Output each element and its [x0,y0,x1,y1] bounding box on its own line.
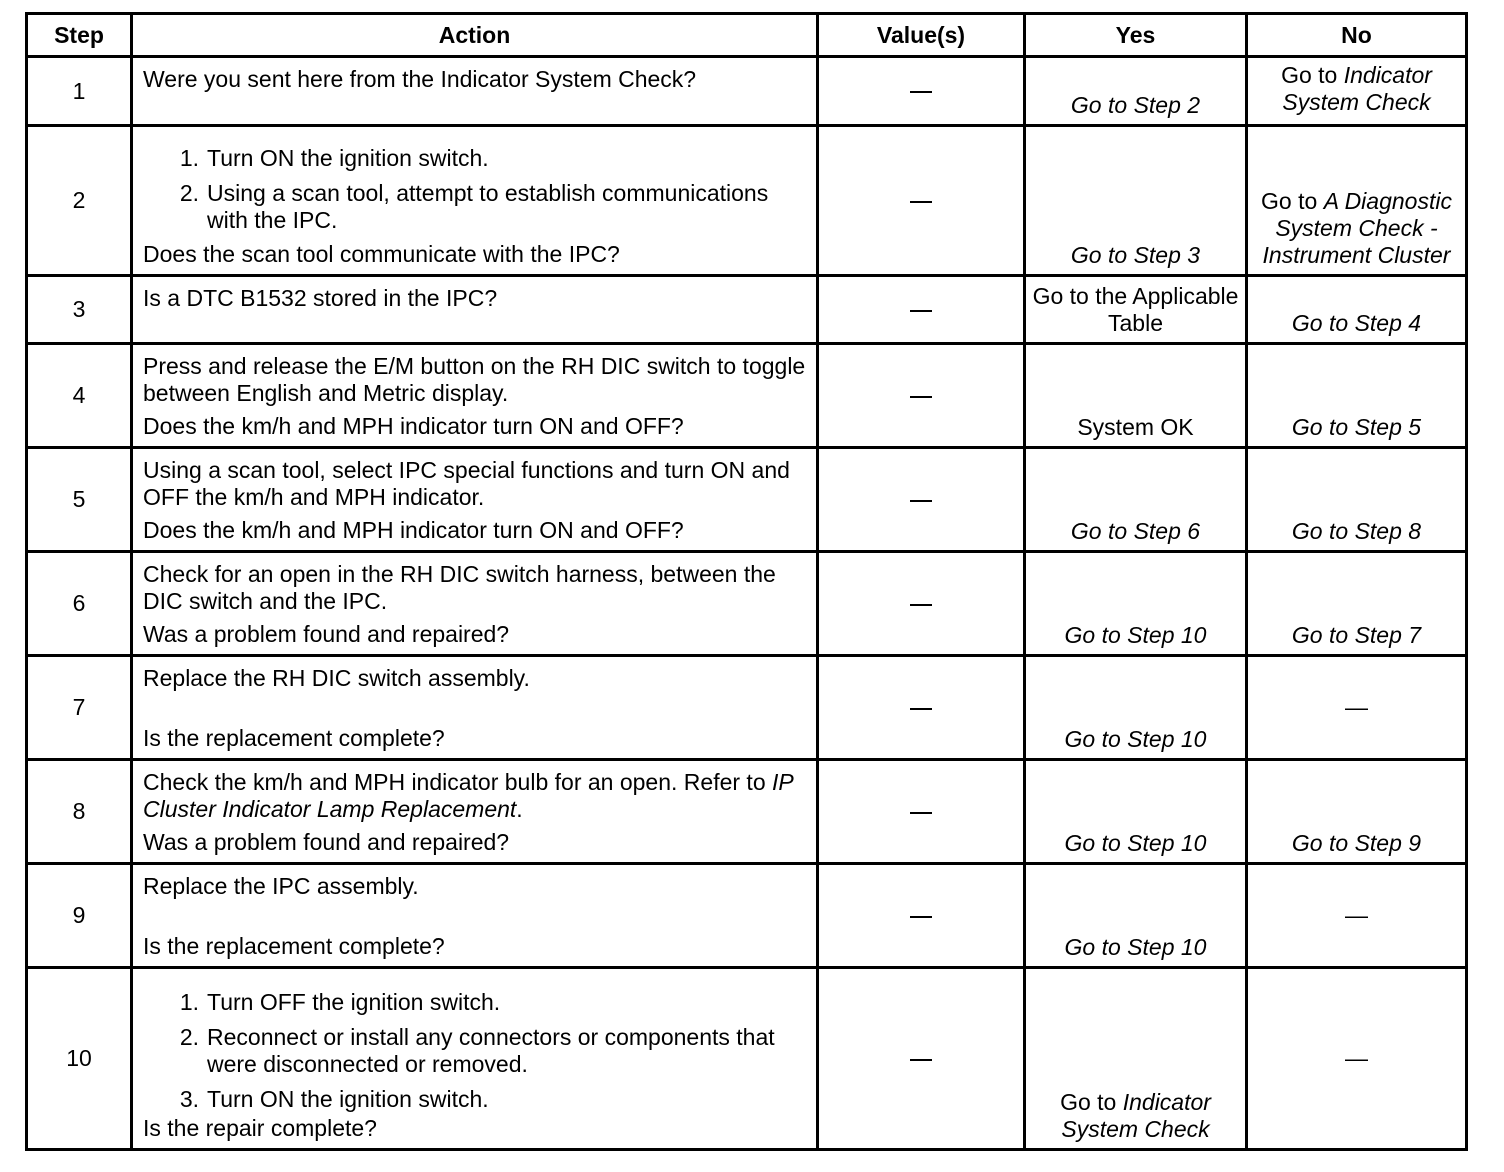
no-text: Go to Step 9 [1291,830,1422,856]
list-item-text: Turn ON the ignition switch. [207,145,489,171]
yes-italic: Indicator System Check [1061,1089,1211,1142]
yes-cell [1025,656,1247,760]
yes-text: Go to Step 10 [1064,726,1207,752]
step-number: 6 [27,552,132,656]
value-cell [818,656,1025,760]
list-item-number: 1. [179,989,199,1015]
step-number: 7 [27,656,132,760]
table-row [27,552,1467,656]
step-number: 2 [27,126,132,276]
action-question: Does the scan tool communicate with the IPC? [143,241,620,267]
action-cell [132,656,818,760]
no-cell [1247,276,1467,344]
header-row [27,14,1467,57]
no-text: — [1345,902,1368,928]
action-question: Is the replacement complete? [143,933,445,959]
no-cell [1247,864,1467,968]
step-number: 8 [27,760,132,864]
list-item [143,1024,808,1078]
header-no: No [1247,14,1467,57]
header-step: Step [27,14,132,57]
yes-text: Go to Step 10 [1064,934,1207,960]
no-cell [1247,126,1467,276]
dash-mark [910,1059,932,1061]
diagnostic-table-container [25,12,1465,1151]
no-italic: A Diagnostic System Check - Instrument Cluster [1262,188,1452,268]
value-cell [818,344,1025,448]
no-text: Go to Step 5 [1291,414,1422,440]
no-cell [1247,448,1467,552]
yes-cell [1025,760,1247,864]
step-number: 3 [27,276,132,344]
yes-cell [1025,552,1247,656]
dash-mark [910,310,932,312]
value-cell [818,864,1025,968]
dash-mark [910,604,932,606]
list-item [143,180,808,234]
value-cell [818,760,1025,864]
action-text: Is a DTC B1532 stored in the IPC? [143,285,498,311]
no-text: — [1345,694,1368,720]
yes-text: Go to Step 10 [1064,622,1207,648]
action-text: Press and release the E/M button on the RH DIC switch to toggle between English and Metric display. [143,353,806,406]
list-item-number: 1. [179,145,199,171]
list-item-text: Using a scan tool, attempt to establish communications with the IPC. [207,180,769,233]
no-cell [1247,552,1467,656]
list-item-text: Turn OFF the ignition switch. [207,989,501,1015]
no-text: — [1345,1045,1368,1071]
list-item-number: 2. [179,1024,199,1050]
no-cell [1247,968,1467,1150]
action-cell [132,760,818,864]
action-text-main: Check the km/h and MPH indicator bulb for an open. Refer to [143,769,772,795]
yes-cell [1025,57,1247,126]
no-cell [1247,656,1467,760]
action-cell [132,552,818,656]
yes-cell [1025,448,1247,552]
no-prefix: Go to [1281,62,1344,88]
step-number: 4 [27,344,132,448]
no-cell [1247,760,1467,864]
action-question: Does the km/h and MPH indicator turn ON and OFF? [143,413,684,439]
no-text: Go to Step 4 [1291,310,1422,336]
step-number: 1 [27,57,132,126]
no-prefix: Go to [1261,188,1324,214]
action-cell [132,448,818,552]
value-cell [818,552,1025,656]
action-text: Using a scan tool, select IPC special functions and turn ON and OFF the km/h and MPH indicator. [143,457,790,510]
table-row [27,126,1467,276]
list-item [143,1086,808,1113]
yes-cell [1025,968,1247,1150]
action-cell [132,864,818,968]
dash-mark [910,91,932,93]
action-question: Was a problem found and repaired? [143,621,510,647]
table-row [27,864,1467,968]
yes-cell [1025,864,1247,968]
yes-text: Go to Step 10 [1064,830,1207,856]
table-row [27,968,1467,1150]
value-cell [818,968,1025,1150]
action-question: Was a problem found and repaired? [143,829,510,855]
dash-mark [910,500,932,502]
yes-text: Go to Step 3 [1070,242,1201,268]
no-cell [1247,344,1467,448]
list-item-text: Reconnect or install any connectors or components that were disconnected or removed. [207,1024,775,1077]
list-item-text: Turn ON the ignition switch. [207,1086,489,1112]
value-cell [818,126,1025,276]
action-text: Replace the IPC assembly. [143,873,419,899]
yes-text: System OK [1077,414,1194,440]
no-italic: Indicator System Check [1282,62,1432,115]
list-item [143,145,808,172]
table-row [27,656,1467,760]
yes-prefix: Go to [1060,1089,1123,1115]
action-steps-list [143,989,808,1113]
reference-link-text: IP Cluster Indicator Lamp Replacement [143,769,793,822]
dash-mark [910,812,932,814]
yes-text: Go to Step 6 [1070,518,1201,544]
yes-text: Go to the Applicable Table [1032,283,1239,336]
action-text: Were you sent here from the Indicator System Check? [143,66,697,92]
header-yes: Yes [1025,14,1247,57]
step-number: 5 [27,448,132,552]
table-row [27,57,1467,126]
diagnostic-table [25,12,1468,1151]
header-values: Value(s) [818,14,1025,57]
action-cell [132,126,818,276]
action-cell [132,276,818,344]
list-item-number: 2. [179,180,199,206]
no-cell [1247,57,1467,126]
dash-mark [910,396,932,398]
value-cell [818,57,1025,126]
yes-cell [1025,276,1247,344]
yes-text: Go to Step 2 [1070,92,1201,118]
value-cell [818,448,1025,552]
step-number: 9 [27,864,132,968]
action-question: Does the km/h and MPH indicator turn ON and OFF? [143,517,684,543]
action-cell [132,57,818,126]
table-row [27,760,1467,864]
table-row [27,448,1467,552]
action-cell [132,344,818,448]
value-cell [818,276,1025,344]
list-item-number: 3. [179,1086,199,1112]
table-row [27,344,1467,448]
action-text [143,769,808,823]
no-text: Go to Step 8 [1291,518,1422,544]
dash-mark [910,916,932,918]
action-steps-list [143,145,808,234]
list-item [143,989,808,1016]
action-text: Replace the RH DIC switch assembly. [143,665,530,691]
yes-cell [1025,344,1247,448]
no-text: Go to Step 7 [1291,622,1422,648]
action-cell [132,968,818,1150]
table-row [27,276,1467,344]
dash-mark [910,708,932,710]
yes-cell [1025,126,1247,276]
header-action: Action [132,14,818,57]
action-question: Is the replacement complete? [143,725,445,751]
action-question: Is the repair complete? [143,1115,377,1141]
dash-mark [910,201,932,203]
step-number: 10 [27,968,132,1150]
action-text-suffix: . [516,796,523,822]
action-text: Check for an open in the RH DIC switch harness, between the DIC switch and the IPC. [143,561,776,614]
